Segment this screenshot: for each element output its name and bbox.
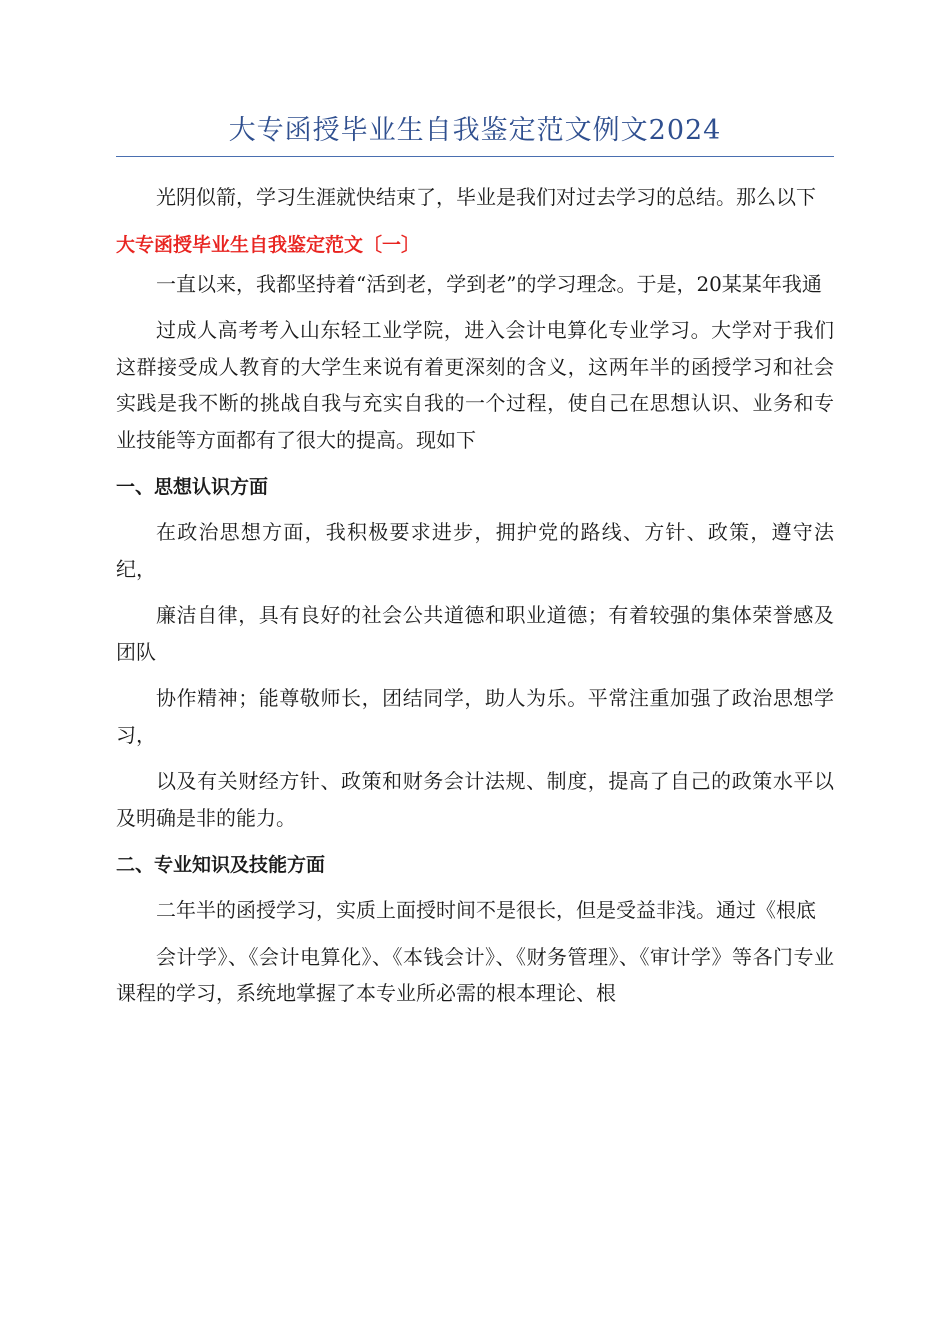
body-paragraph: 在政治思想方面，我积极要求进步，拥护党的路线、方针、政策，遵守法纪， bbox=[116, 520, 834, 581]
body-paragraph: 以及有关财经方针、政策和财务会计法规、制度，提高了自己的政策水平以及明确是非的能力。 bbox=[116, 769, 834, 830]
body-paragraph: 会计学》、《会计电算化》、《本钱会计》、《财务管理》、《审计学》等各门专业课程的学习，系统地掌握了本专业所必需的根本理论、根 bbox=[116, 944, 834, 1005]
document-title: 大专函授毕业生自我鉴定范文例文2024 bbox=[116, 112, 834, 157]
body-paragraph: 过成人高考考入山东轻工业学院，进入会计电算化专业学习。大学对于我们这群接受成人教育的大学生来说有着更深刻的含义，这两年半的函授学习和社会实践是我不断的挑战自我与充实自我的一个过程，使自己在思想认识、业务和专业技能等方面都有了很大的提高。现如下 bbox=[116, 318, 834, 452]
document-page bbox=[116, 112, 834, 1012]
body-paragraph: 协作精神；能尊敬师长，团结同学，助人为乐。平常注重加强了政治思想学习， bbox=[116, 686, 834, 747]
section-heading-2: 二、专业知识及技能方面 bbox=[116, 854, 326, 876]
intro-paragraph: 光阴似箭，学习生涯就快结束了，毕业是我们对过去学习的总结。那么以下 bbox=[156, 185, 816, 209]
section-heading-1: 一、思想认识方面 bbox=[116, 476, 269, 498]
body-paragraph: 廉洁自律，具有良好的社会公共道德和职业道德；有着较强的集体荣誉感及团队 bbox=[116, 603, 834, 664]
body-paragraph: 一直以来，我都坚持着“活到老，学到老”的学习理念。于是，20某某年我通 bbox=[156, 271, 822, 296]
section-title-red: 大专函授毕业生自我鉴定范文〔一〕 bbox=[116, 233, 421, 256]
body-paragraph: 二年半的函授学习，实质上面授时间不是很长，但是受益非浅。通过《根底 bbox=[156, 898, 816, 922]
